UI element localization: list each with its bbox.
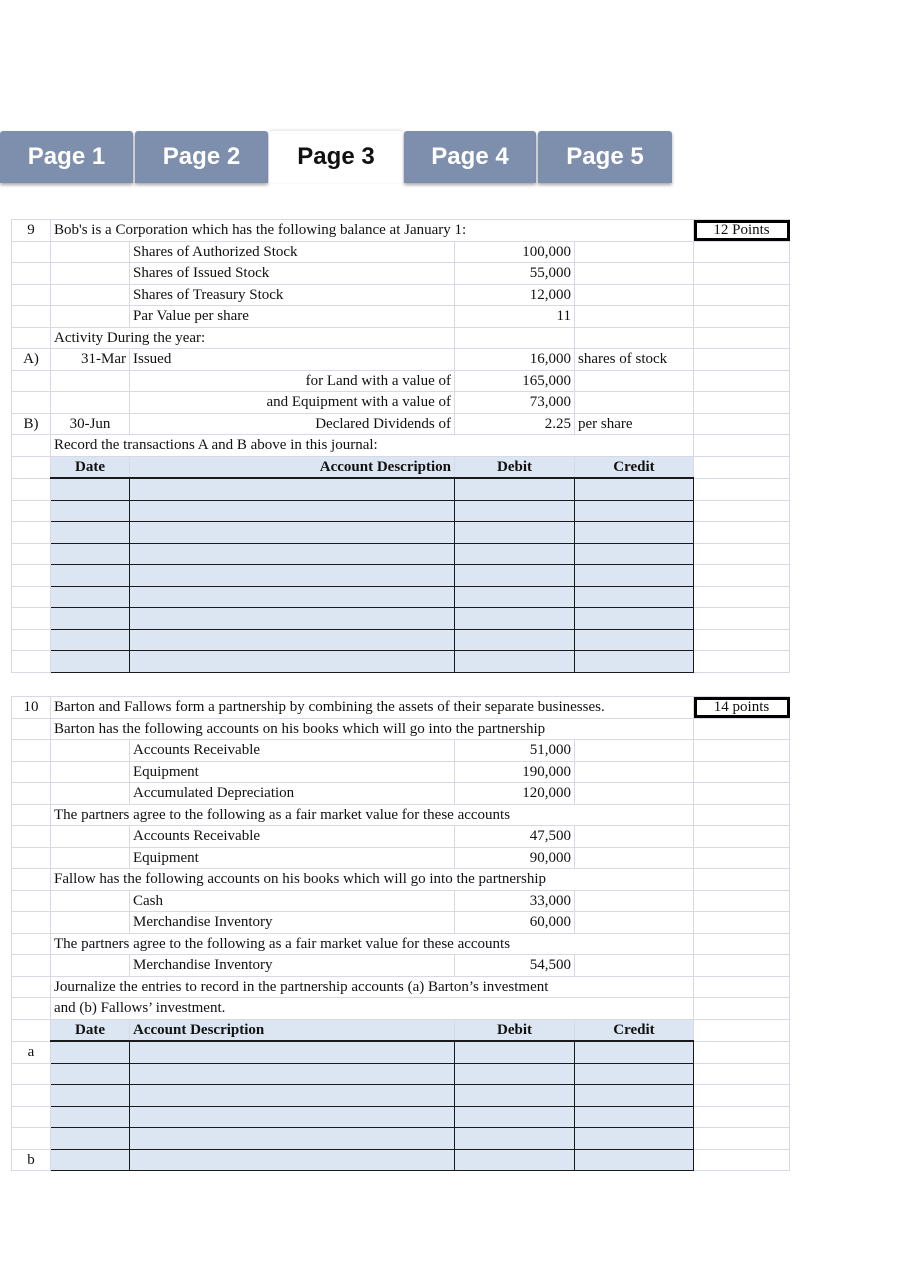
debit-cell[interactable]: [455, 608, 575, 630]
credit-cell[interactable]: [575, 1106, 694, 1128]
journal-instruction: Journalize the entries to record in the partnership accounts (a) Barton’s investment: [51, 976, 694, 998]
tab-page-1[interactable]: Page 1: [0, 131, 133, 183]
credit-cell[interactable]: [575, 1063, 694, 1085]
account-cell[interactable]: [130, 522, 455, 544]
fmv-label: Equipment: [130, 847, 455, 869]
debit-cell[interactable]: [455, 478, 575, 500]
equipment-label: and Equipment with a value of: [130, 392, 455, 414]
fmv-label: Merchandise Inventory: [130, 955, 455, 977]
journal-row: [12, 500, 790, 522]
date-cell[interactable]: [51, 478, 130, 500]
journal-header-debit: Debit: [455, 1019, 575, 1041]
debit-cell[interactable]: [455, 629, 575, 651]
debit-cell[interactable]: [455, 586, 575, 608]
dividends-label: Declared Dividends of: [130, 413, 455, 435]
account-cell[interactable]: [130, 1085, 455, 1107]
date-cell[interactable]: [51, 565, 130, 587]
date-cell[interactable]: [51, 1085, 130, 1107]
debit-cell[interactable]: [455, 500, 575, 522]
debit-cell[interactable]: [455, 1106, 575, 1128]
credit-cell[interactable]: [575, 651, 694, 673]
journal-header-credit: Credit: [575, 1019, 694, 1041]
journal-row: [12, 629, 790, 651]
date-cell[interactable]: [51, 608, 130, 630]
account-value: 120,000: [455, 783, 575, 805]
debit-cell[interactable]: [455, 565, 575, 587]
account-cell[interactable]: [130, 500, 455, 522]
fmv-value: 90,000: [455, 847, 575, 869]
date-cell[interactable]: [51, 522, 130, 544]
credit-cell[interactable]: [575, 500, 694, 522]
journal-header-account: Account Description: [130, 456, 455, 478]
tab-page-5[interactable]: Page 5: [538, 131, 672, 183]
account-cell[interactable]: [130, 629, 455, 651]
dividends-value: 2.25: [455, 413, 575, 435]
journal-row: [12, 1149, 790, 1171]
journal-row: [12, 1085, 790, 1107]
account-value: 33,000: [455, 890, 575, 912]
balance-value: 11: [455, 306, 575, 328]
account-cell[interactable]: [130, 1106, 455, 1128]
date-cell[interactable]: [51, 1106, 130, 1128]
credit-cell[interactable]: [575, 1085, 694, 1107]
question-9-sheet: [11, 219, 790, 673]
debit-cell[interactable]: [455, 543, 575, 565]
credit-cell[interactable]: [575, 543, 694, 565]
debit-cell[interactable]: [455, 1041, 575, 1063]
account-cell[interactable]: [130, 608, 455, 630]
balance-label: Shares of Treasury Stock: [130, 284, 455, 306]
debit-cell[interactable]: [455, 1128, 575, 1150]
journal-header-account: Account Description: [130, 1019, 455, 1041]
debit-cell[interactable]: [455, 522, 575, 544]
page-tabs: [0, 131, 918, 183]
credit-cell[interactable]: [575, 1041, 694, 1063]
balance-label: Shares of Authorized Stock: [130, 241, 455, 263]
tab-page-3[interactable]: Page 3: [269, 131, 403, 183]
date-cell[interactable]: [51, 586, 130, 608]
journal-header-credit: Credit: [575, 456, 694, 478]
account-label: Equipment: [130, 761, 455, 783]
barton-intro: Barton has the following accounts on his books which will go into the partnership: [51, 718, 694, 740]
transaction-a-action: Issued: [130, 349, 455, 371]
tab-page-2[interactable]: Page 2: [135, 131, 268, 183]
activity-label: Activity During the year:: [51, 327, 455, 349]
question-intro: Bob's is a Corporation which has the following balance at January 1:: [51, 220, 694, 242]
fmv-value: 54,500: [455, 955, 575, 977]
question-number: 10: [12, 697, 51, 719]
date-cell[interactable]: [51, 629, 130, 651]
dividends-unit: per share: [575, 413, 694, 435]
fmv-label: Accounts Receivable: [130, 826, 455, 848]
journal-row: [12, 1106, 790, 1128]
date-cell[interactable]: [51, 1041, 130, 1063]
debit-cell[interactable]: [455, 1149, 575, 1171]
balance-label: Shares of Issued Stock: [130, 263, 455, 285]
journal-row: [12, 1063, 790, 1085]
balance-value: 100,000: [455, 241, 575, 263]
journal-row: [12, 651, 790, 673]
account-value: 60,000: [455, 912, 575, 934]
fmv-value: 47,500: [455, 826, 575, 848]
journal-header-date: Date: [51, 1019, 130, 1041]
account-cell[interactable]: [130, 651, 455, 673]
date-cell[interactable]: [51, 500, 130, 522]
balance-value: 55,000: [455, 263, 575, 285]
journal-instruction: Record the transactions A and B above in this journal:: [51, 435, 694, 457]
account-cell[interactable]: [130, 478, 455, 500]
points-badge: 12 Points: [694, 220, 790, 242]
date-cell[interactable]: [51, 1063, 130, 1085]
points-badge: 14 points: [694, 697, 790, 719]
journal-row: [12, 608, 790, 630]
account-value: 190,000: [455, 761, 575, 783]
account-label: Accumulated Depreciation: [130, 783, 455, 805]
credit-cell[interactable]: [575, 1149, 694, 1171]
account-label: Accounts Receivable: [130, 740, 455, 762]
journal-row: [12, 543, 790, 565]
journal-header-debit: Debit: [455, 456, 575, 478]
transaction-b-letter: B): [12, 413, 51, 435]
account-label: Merchandise Inventory: [130, 912, 455, 934]
equipment-value: 73,000: [455, 392, 575, 414]
journal-instruction-continued: and (b) Fallows’ investment.: [51, 998, 694, 1020]
date-cell[interactable]: [51, 1128, 130, 1150]
credit-cell[interactable]: [575, 608, 694, 630]
land-label: for Land with a value of: [130, 370, 455, 392]
fallow-intro: Fallow has the following accounts on his books which will go into the partnership: [51, 869, 694, 891]
fmv-intro: The partners agree to the following as a fair market value for these accounts: [51, 933, 694, 955]
balance-value: 12,000: [455, 284, 575, 306]
account-cell[interactable]: [130, 1128, 455, 1150]
transaction-a-date: 31-Mar: [51, 349, 130, 371]
fmv-intro: The partners agree to the following as a fair market value for these accounts: [51, 804, 694, 826]
entry-a-label: a: [12, 1041, 51, 1063]
transaction-b-date: 30-Jun: [51, 413, 130, 435]
journal-row: [12, 1128, 790, 1150]
transaction-a-shares: 16,000: [455, 349, 575, 371]
credit-cell[interactable]: [575, 522, 694, 544]
credit-cell[interactable]: [575, 1128, 694, 1150]
account-cell[interactable]: [130, 1041, 455, 1063]
land-value: 165,000: [455, 370, 575, 392]
journal-row: [12, 1041, 790, 1063]
account-cell[interactable]: [130, 565, 455, 587]
question-intro: Barton and Fallows form a partnership by combining the assets of their separate businesses.: [51, 697, 694, 719]
account-cell[interactable]: [130, 586, 455, 608]
account-value: 51,000: [455, 740, 575, 762]
account-label: Cash: [130, 890, 455, 912]
debit-cell[interactable]: [455, 1085, 575, 1107]
journal-row: [12, 565, 790, 587]
journal-row: [12, 478, 790, 500]
entry-b-label: b: [12, 1149, 51, 1171]
tab-page-4[interactable]: Page 4: [404, 131, 536, 183]
date-cell[interactable]: [51, 543, 130, 565]
credit-cell[interactable]: [575, 586, 694, 608]
account-cell[interactable]: [130, 1063, 455, 1085]
transaction-a-letter: A): [12, 349, 51, 371]
question-number: 9: [12, 220, 51, 242]
debit-cell[interactable]: [455, 1063, 575, 1085]
journal-header-date: Date: [51, 456, 130, 478]
date-cell[interactable]: [51, 651, 130, 673]
balance-label: Par Value per share: [130, 306, 455, 328]
credit-cell[interactable]: [575, 629, 694, 651]
question-10-sheet: [11, 696, 790, 1171]
journal-row: [12, 586, 790, 608]
journal-row: [12, 522, 790, 544]
debit-cell[interactable]: [455, 651, 575, 673]
credit-cell[interactable]: [575, 478, 694, 500]
account-cell[interactable]: [130, 543, 455, 565]
date-cell[interactable]: [51, 1149, 130, 1171]
transaction-a-unit: shares of stock: [575, 349, 694, 371]
account-cell[interactable]: [130, 1149, 455, 1171]
credit-cell[interactable]: [575, 565, 694, 587]
